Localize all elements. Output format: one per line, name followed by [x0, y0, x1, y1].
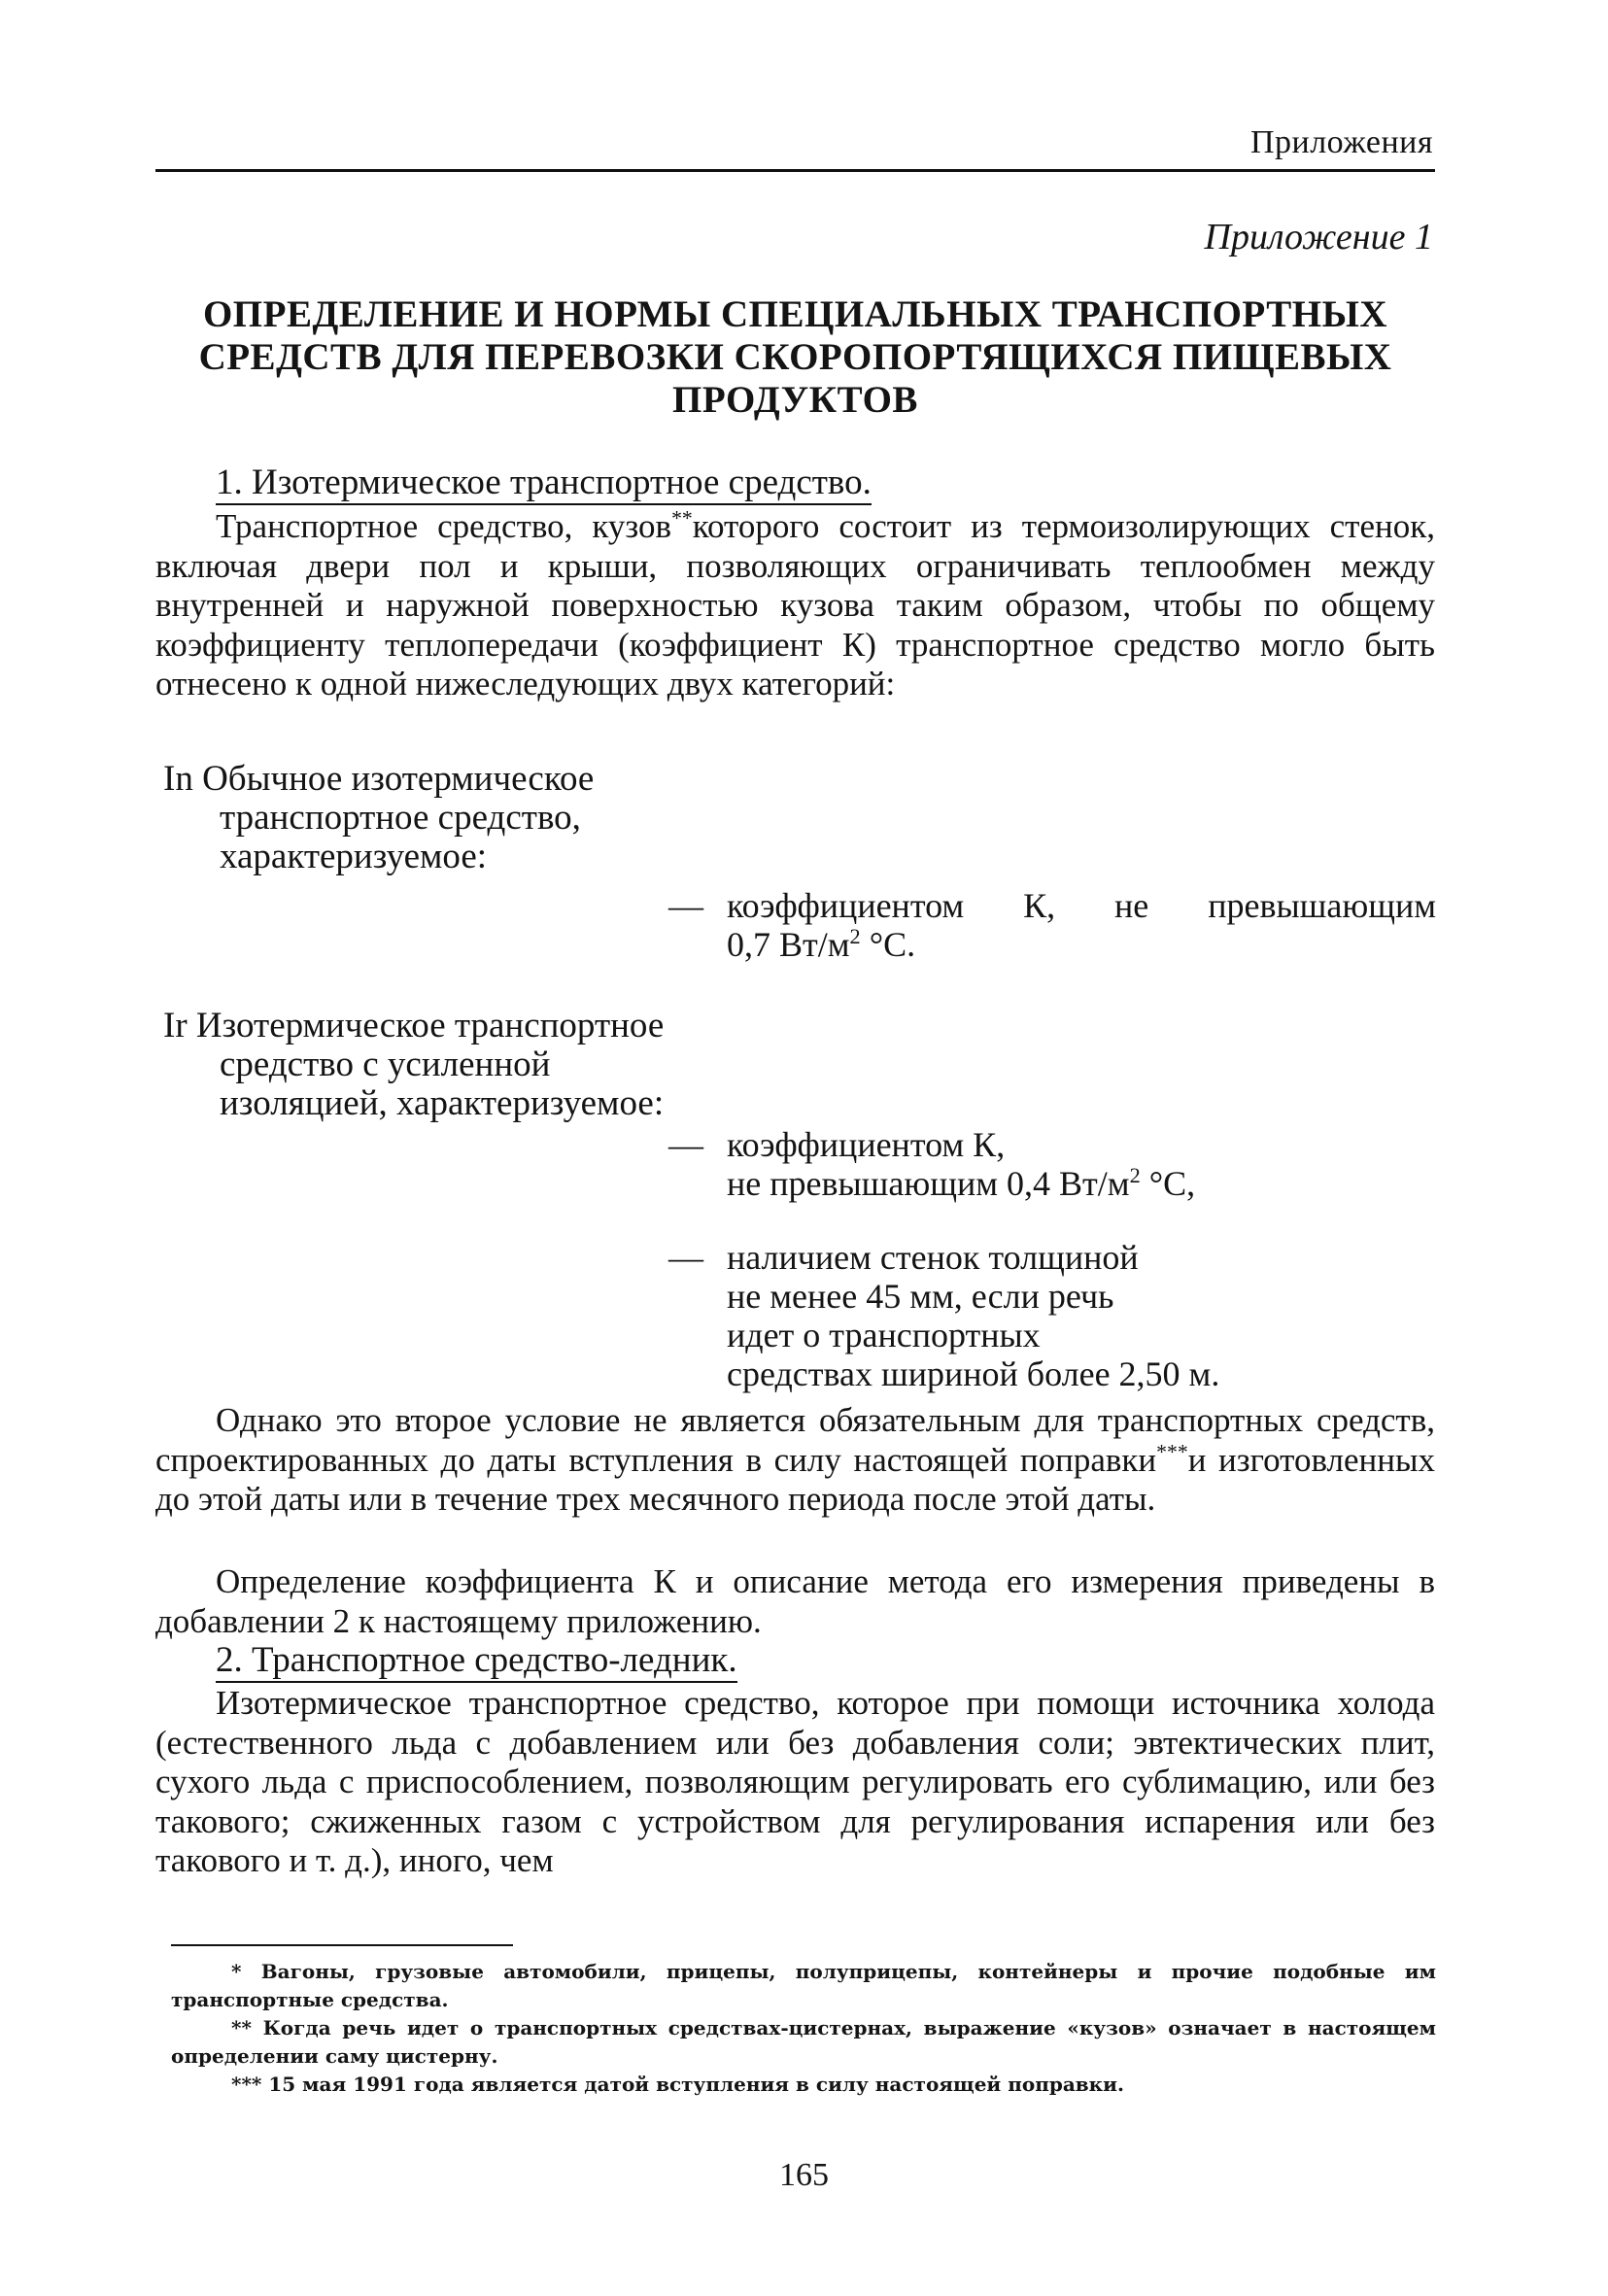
- footnote-ref-3: ***: [1156, 1439, 1188, 1463]
- footnote-3-text: 15 мая 1991 года является датой вступления в силу настоящей поправки.: [261, 2073, 1124, 2096]
- condition-2-line-3: идет о транспортных: [727, 1316, 1041, 1354]
- section-1-heading: 1. Изотермическое транспортное средство.: [216, 463, 872, 505]
- category-ir-line-2: средство с усиленной: [220, 1045, 551, 1084]
- section-1-paragraph: [155, 507, 1435, 704]
- category-ir-condition-1: [668, 1125, 1436, 1205]
- section-2-paragraph: Изотермическое транспортное средство, которое при помощи источника холода (естественного льда с добавлением или без добавления соли; эвтектических плит, сухого льда с приспособлением, позволяющим регулировать его сублимацию, или без такового; сжиженных газом с устройством для регулирования испарения или без такового и т. д.), иного, чем: [155, 1684, 1435, 1879]
- dash: —: [668, 1238, 703, 1277]
- category-in-title: [163, 760, 594, 876]
- section-1-text-a: Транспортное средство, кузов: [216, 507, 672, 545]
- footnote-1: [171, 1958, 1436, 2014]
- condition-line-2a: 0,7 Вт/м: [727, 925, 850, 964]
- dash: —: [668, 886, 703, 925]
- page-number: 165: [779, 2157, 829, 2193]
- footnote-1-text: Вагоны, грузовые автомобили, прицепы, полуприцепы, контейнеры и прочие подобные им транспортные средства.: [171, 1960, 1436, 2011]
- condition-line-2b: °С.: [860, 925, 916, 964]
- condition-2-line-4: средствах шириной более 2,50 м.: [727, 1354, 1220, 1393]
- section-1-text-b: которого состоит из термоизолирующих стенок, включая двери пол и крыши, позволяющих ограничивать теплообмен между внутренней и наружной поверхностью кузова таким образом, чтобы по общему коэффициенту теплопередачи (коэффициент К) транспортное средство могло быть отнесено к одной нижеследующих двух категорий:: [155, 507, 1435, 703]
- title-line-1: ОПРЕДЕЛЕНИЕ И НОРМЫ СПЕЦИАЛЬНЫХ ТРАНСПОРТНЫХ: [202, 293, 1388, 335]
- paragraph-definition: Определение коэффициента К и описание метода его измерения приведены в добавлении 2 к настоящему приложению.: [155, 1562, 1435, 1640]
- footnote-2: [171, 2014, 1436, 2071]
- header-rule: [155, 169, 1435, 172]
- title-line-3: ПРОДУКТОВ: [672, 379, 918, 421]
- appendix-label: Приложение 1: [1204, 217, 1433, 257]
- footnote-2-text: Когда речь идет о транспортных средствах-цистернах, выражение «кузов» означает в настоящем определении саму цистерну.: [171, 2016, 1436, 2068]
- document-title: [155, 293, 1435, 422]
- footnote-1-mark: *: [231, 1960, 242, 1983]
- condition-1-line-2b: °С,: [1140, 1164, 1196, 1203]
- category-in-line-2: транспортное средство,: [220, 798, 581, 838]
- footnotes: [171, 1958, 1436, 2099]
- condition-2-line-2: не менее 45 мм, если речь: [727, 1277, 1114, 1316]
- footnote-2-mark: **: [231, 2016, 252, 2039]
- footnote-rule: [171, 1944, 513, 1946]
- category-in-condition: [668, 886, 1436, 966]
- section-2-heading: 2. Транспортное средство-ледник.: [216, 1640, 737, 1683]
- category-ir-condition-2: [668, 1238, 1436, 1397]
- condition-1-line-2a: не превышающим 0,4 Вт/м: [727, 1164, 1130, 1203]
- footnote-3-mark: ***: [231, 2073, 262, 2096]
- superscript-2: 2: [849, 924, 861, 948]
- footnote-ref-2: **: [671, 506, 693, 531]
- category-in-line-3: характеризуемое:: [220, 837, 488, 876]
- superscript-2: 2: [1129, 1163, 1141, 1187]
- paragraph-however: [155, 1401, 1435, 1520]
- condition-2-line-1: наличием стенок толщиной: [727, 1238, 1139, 1277]
- title-line-2: СРЕДСТВ ДЛЯ ПЕРЕВОЗКИ СКОРОПОРТЯЩИХСЯ ПИЩЕВЫХ: [198, 336, 1392, 378]
- however-text-a: Однако это второе условие не является обязательным для транспортных средств, спроектированных до даты вступления в силу настоящей поправки: [155, 1401, 1435, 1479]
- dash: —: [668, 1125, 703, 1164]
- category-ir-line-3: изоляцией, характеризуемое:: [220, 1083, 665, 1123]
- running-header: Приложения: [1249, 124, 1433, 160]
- footnote-3: [171, 2071, 1436, 2099]
- condition-1-line-1: коэффициентом К,: [727, 1125, 1006, 1164]
- category-ir-title: [163, 1007, 664, 1123]
- however-text-b: и изготовленных до этой даты или в течение трех месячного периода после этой даты.: [155, 1440, 1436, 1518]
- condition-line-1: коэффициентом К, не превышающим: [727, 886, 1436, 925]
- category-ir-line-1: Ir Изотермическое транспортное: [163, 1006, 665, 1045]
- category-in-line-1: In Обычное изотермическое: [163, 759, 595, 799]
